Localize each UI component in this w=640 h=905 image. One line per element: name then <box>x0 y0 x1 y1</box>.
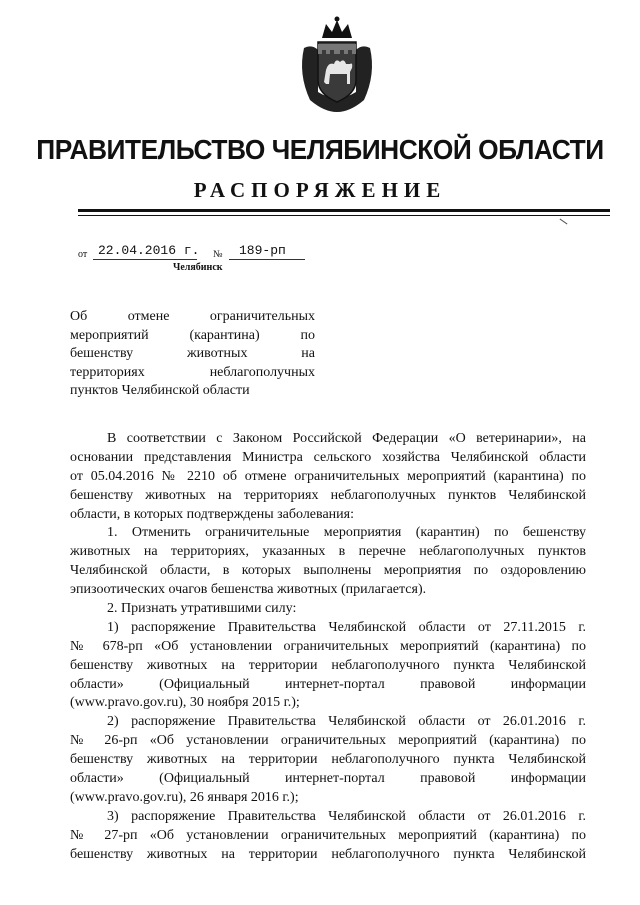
subject-word: на <box>301 346 315 361</box>
scan-mark <box>560 219 568 225</box>
subject-word: территориях <box>70 364 145 380</box>
subject-word: бешенству <box>70 346 134 361</box>
body-line: Челябинской области, в которых выполнены мероприятия по оздоровлению <box>70 563 586 579</box>
subject-word: по <box>300 327 315 343</box>
government-title: ПРАВИТЕЛЬСТВО ЧЕЛЯБИНСКОЙ ОБЛАСТИ <box>36 134 604 165</box>
body-line: № 26-рп «Об установлении ограничительных мероприятий (карантина) по <box>70 733 586 749</box>
body-line: (www.pravo.gov.ru), 30 ноября 2015 г.); <box>70 695 300 711</box>
document-number: 189-рп <box>239 243 286 258</box>
body-line: бешенству животных на территориях неблагополучных пунктов Челябинской <box>70 487 586 503</box>
subject-line <box>70 382 315 401</box>
body-line: животных на территориях, указанных в перечне неблагополучных пунктов <box>70 544 586 560</box>
subject-word: мероприятий <box>70 327 149 343</box>
body-line: области, в которых подтверждены заболевания: <box>70 506 354 522</box>
body-line: основании представления Министра сельского хозяйства Челябинской области <box>70 449 586 465</box>
body-line: № 678-рп «Об установлении ограничительных мероприятий (карантина) по <box>70 638 586 654</box>
document-date: 22.04.2016 г. <box>98 243 200 258</box>
city-label: Челябинск <box>173 262 223 273</box>
body-line: № 27-рп «Об установлении ограничительных мероприятий (карантина) по <box>70 827 586 843</box>
document-type-heading: РАСПОРЯЖЕНИЕ <box>193 178 447 202</box>
subject-line <box>70 364 315 383</box>
body-line: 2) распоряжение Правительства Челябинской области от 26.01.2016 г. <box>107 714 586 730</box>
date-underline <box>93 259 197 260</box>
number-prefix: № <box>213 249 223 260</box>
chelyabinsk-coat-of-arms-emblem <box>296 14 378 114</box>
body-line: В соответствии с Законом Российской Федерации «О ветеринарии», на <box>107 431 586 446</box>
document-subject <box>70 308 315 401</box>
header-thick-rule <box>78 209 610 212</box>
subject-word: (карантина) <box>189 327 260 343</box>
body-line: (www.pravo.gov.ru), 26 января 2016 г.); <box>70 789 299 805</box>
date-prefix: от <box>78 249 88 260</box>
body-line: эпизоотических очагов бешенства животных (прилагается). <box>70 582 427 598</box>
subject-word: Об <box>70 309 88 324</box>
body-line: 2. Признать утратившими силу: <box>107 601 297 617</box>
subject-word: неблагополучных <box>209 364 315 380</box>
subject-word: животных <box>186 346 248 361</box>
subject-word: пунктов Челябинской области <box>70 383 250 398</box>
number-underline <box>229 259 305 260</box>
body-line: бешенству животных на территории неблагополучного пункта Челябинской <box>70 657 586 673</box>
subject-line <box>70 327 315 346</box>
body-line: бешенству животных на территории неблагополучного пункта Челябинской <box>70 752 586 768</box>
header-thin-rule <box>78 215 610 216</box>
subject-line <box>70 345 315 364</box>
body-line: 1) распоряжение Правительства Челябинской области от 27.11.2015 г. <box>107 619 586 635</box>
subject-word: отмене <box>127 309 170 324</box>
subject-word: ограничительных <box>209 309 315 324</box>
subject-line <box>70 308 315 327</box>
body-line: 1. Отменить ограничительные мероприятия (карантин) по бешенству <box>107 525 586 541</box>
body-line: бешенству животных на территории неблагополучного пункта Челябинской <box>70 846 586 862</box>
body-line: области» (Официальный интернет-портал правовой информации <box>70 771 586 787</box>
body-line: 3) распоряжение Правительства Челябинской области от 26.01.2016 г. <box>107 808 586 824</box>
document-body <box>70 430 586 864</box>
body-line: от 05.04.2016 № 2210 об отмене ограничительных мероприятий (карантина) по <box>70 468 586 484</box>
body-line: области» (Официальный интернет-портал правовой информации <box>70 676 586 692</box>
